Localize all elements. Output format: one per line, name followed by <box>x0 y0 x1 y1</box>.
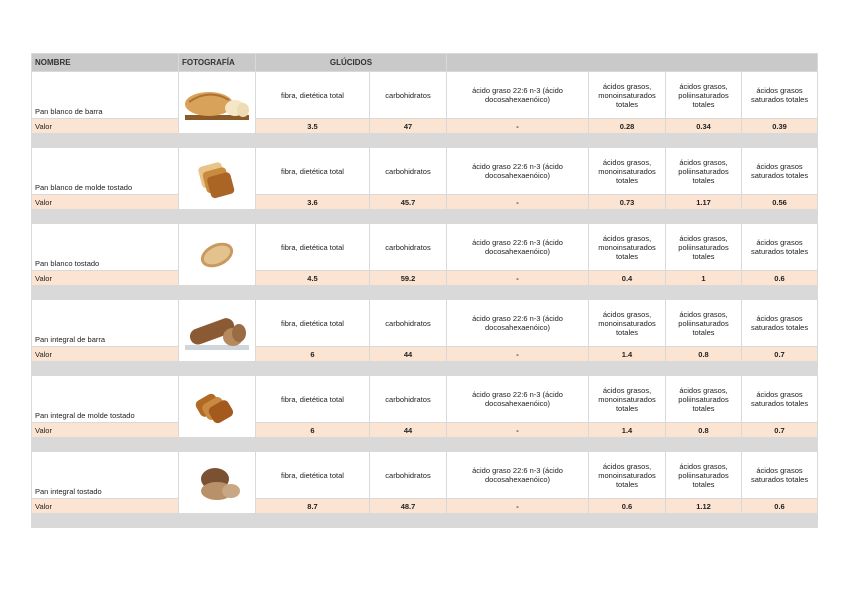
separator-row <box>32 210 818 224</box>
separator-cell <box>179 514 256 528</box>
nutrient-label-acido-graso: ácido graso 22:6 n-3 (ácido docosahexaenóico) <box>447 224 589 271</box>
nutrient-label-poli: ácidos grasos, poliinsaturados totales <box>666 72 742 119</box>
separator-cell <box>666 514 742 528</box>
food-name: Pan integral de molde tostado <box>32 376 179 423</box>
value-saturados: 0.56 <box>742 195 818 210</box>
separator-cell <box>179 362 256 376</box>
nutrition-table <box>31 53 818 528</box>
separator-cell <box>447 514 589 528</box>
value-mono: 0.4 <box>589 271 666 286</box>
sliced-toast-icon <box>181 157 253 201</box>
baguette-icon <box>181 82 253 124</box>
separator-cell <box>447 286 589 300</box>
nutrient-label-carbohidratos: carbohidratos <box>370 72 447 119</box>
value-label: Valor <box>32 271 179 286</box>
value-mono: 0.73 <box>589 195 666 210</box>
nutrient-label-carbohidratos: carbohidratos <box>370 376 447 423</box>
food-name: Pan blanco de molde tostado <box>32 148 179 195</box>
value-fibra: 6 <box>256 347 370 362</box>
nutrient-label-mono: ácidos grasos, monoinsaturados totales <box>589 376 666 423</box>
item-label-row <box>32 300 818 347</box>
separator-cell <box>447 134 589 148</box>
separator-cell <box>256 286 370 300</box>
column-header-photo: FOTOGRAFÍA <box>179 54 256 72</box>
separator-cell <box>742 362 818 376</box>
food-name: Pan integral de barra <box>32 300 179 347</box>
column-header-name: NOMBRE <box>32 54 179 72</box>
separator-cell <box>256 210 370 224</box>
item-label-row <box>32 452 818 499</box>
value-fibra: 3.5 <box>256 119 370 134</box>
nutrient-label-poli: ácidos grasos, poliinsaturados totales <box>666 452 742 499</box>
separator-cell <box>447 210 589 224</box>
separator-cell <box>32 514 179 528</box>
separator-cell <box>666 134 742 148</box>
food-photo <box>179 72 256 134</box>
nutrient-label-acido-graso: ácido graso 22:6 n-3 (ácido docosahexaenóico) <box>447 376 589 423</box>
separator-cell <box>589 438 666 452</box>
value-saturados: 0.7 <box>742 347 818 362</box>
food-name: Pan blanco tostado <box>32 224 179 271</box>
value-saturados: 0.6 <box>742 271 818 286</box>
value-poli: 0.34 <box>666 119 742 134</box>
value-fibra: 4.5 <box>256 271 370 286</box>
nutrient-label-saturados: ácidos grasos saturados totales <box>742 376 818 423</box>
value-acido-graso: - <box>447 499 589 514</box>
separator-cell <box>32 362 179 376</box>
item-value-row <box>32 499 818 514</box>
separator-cell <box>32 134 179 148</box>
separator-cell <box>179 286 256 300</box>
separator-cell <box>256 514 370 528</box>
item-value-row <box>32 271 818 286</box>
separator-cell <box>370 362 447 376</box>
value-acido-graso: - <box>447 195 589 210</box>
value-label: Valor <box>32 195 179 210</box>
nutrient-label-carbohidratos: carbohidratos <box>370 452 447 499</box>
separator-cell <box>370 286 447 300</box>
value-label: Valor <box>32 347 179 362</box>
separator-cell <box>447 438 589 452</box>
nutrient-label-carbohidratos: carbohidratos <box>370 148 447 195</box>
value-carbohidratos: 44 <box>370 347 447 362</box>
value-acido-graso: - <box>447 271 589 286</box>
separator-cell <box>256 438 370 452</box>
separator-cell <box>742 286 818 300</box>
value-carbohidratos: 44 <box>370 423 447 438</box>
value-mono: 0.28 <box>589 119 666 134</box>
separator-cell <box>32 286 179 300</box>
separator-cell <box>666 362 742 376</box>
nutrient-label-fibra: fibra, dietética total <box>256 300 370 347</box>
nutrient-label-saturados: ácidos grasos saturados totales <box>742 452 818 499</box>
separator-cell <box>370 210 447 224</box>
separator-cell <box>179 210 256 224</box>
nutrient-label-poli: ácidos grasos, poliinsaturados totales <box>666 300 742 347</box>
wholegrain-loaf-icon <box>181 309 253 353</box>
separator-cell <box>256 134 370 148</box>
separator-cell <box>256 362 370 376</box>
nutrient-label-poli: ácidos grasos, poliinsaturados totales <box>666 224 742 271</box>
nutrient-label-carbohidratos: carbohidratos <box>370 300 447 347</box>
value-label: Valor <box>32 499 179 514</box>
separator-cell <box>370 438 447 452</box>
separator-cell <box>32 438 179 452</box>
value-fibra: 8.7 <box>256 499 370 514</box>
food-photo <box>179 300 256 362</box>
value-acido-graso: - <box>447 119 589 134</box>
separator-cell <box>666 210 742 224</box>
value-acido-graso: - <box>447 347 589 362</box>
value-acido-graso: - <box>447 423 589 438</box>
separator-cell <box>32 210 179 224</box>
value-poli: 0.8 <box>666 347 742 362</box>
nutrient-label-mono: ácidos grasos, monoinsaturados totales <box>589 300 666 347</box>
toast-slice-icon <box>181 233 253 277</box>
wholegrain-roll-icon <box>181 461 253 505</box>
value-fibra: 3.6 <box>256 195 370 210</box>
nutrient-label-saturados: ácidos grasos saturados totales <box>742 300 818 347</box>
separator-cell <box>589 210 666 224</box>
separator-cell <box>179 134 256 148</box>
value-carbohidratos: 47 <box>370 119 447 134</box>
item-label-row <box>32 72 818 119</box>
separator-row <box>32 514 818 528</box>
value-saturados: 0.39 <box>742 119 818 134</box>
nutrient-label-fibra: fibra, dietética total <box>256 376 370 423</box>
food-name: Pan integral tostado <box>32 452 179 499</box>
nutrient-label-fibra: fibra, dietética total <box>256 452 370 499</box>
separator-cell <box>742 134 818 148</box>
separator-cell <box>742 210 818 224</box>
food-photo <box>179 376 256 438</box>
separator-cell <box>179 438 256 452</box>
separator-cell <box>370 514 447 528</box>
nutrient-label-acido-graso: ácido graso 22:6 n-3 (ácido docosahexaenóico) <box>447 300 589 347</box>
item-value-row <box>32 347 818 362</box>
nutrient-label-fibra: fibra, dietética total <box>256 72 370 119</box>
item-value-row <box>32 423 818 438</box>
nutrient-label-saturados: ácidos grasos saturados totales <box>742 72 818 119</box>
header-row <box>32 54 818 72</box>
food-photo <box>179 148 256 210</box>
value-mono: 1.4 <box>589 423 666 438</box>
wholegrain-toast-icon <box>181 384 253 430</box>
separator-cell <box>742 514 818 528</box>
nutrient-label-mono: ácidos grasos, monoinsaturados totales <box>589 452 666 499</box>
nutrient-label-carbohidratos: carbohidratos <box>370 224 447 271</box>
value-carbohidratos: 48.7 <box>370 499 447 514</box>
value-saturados: 0.7 <box>742 423 818 438</box>
nutrient-label-poli: ácidos grasos, poliinsaturados totales <box>666 376 742 423</box>
item-value-row <box>32 195 818 210</box>
separator-cell <box>589 134 666 148</box>
separator-cell <box>447 362 589 376</box>
nutrient-label-poli: ácidos grasos, poliinsaturados totales <box>666 148 742 195</box>
food-name: Pan blanco de barra <box>32 72 179 119</box>
separator-row <box>32 362 818 376</box>
nutrient-label-fibra: fibra, dietética total <box>256 224 370 271</box>
column-header-glucidos: GLÚCIDOS <box>256 54 447 72</box>
item-value-row <box>32 119 818 134</box>
value-mono: 0.6 <box>589 499 666 514</box>
nutrient-label-mono: ácidos grasos, monoinsaturados totales <box>589 72 666 119</box>
value-carbohidratos: 45.7 <box>370 195 447 210</box>
separator-row <box>32 134 818 148</box>
nutrient-label-fibra: fibra, dietética total <box>256 148 370 195</box>
value-fibra: 6 <box>256 423 370 438</box>
nutrient-label-mono: ácidos grasos, monoinsaturados totales <box>589 224 666 271</box>
value-mono: 1.4 <box>589 347 666 362</box>
value-poli: 1.12 <box>666 499 742 514</box>
separator-cell <box>666 286 742 300</box>
food-photo <box>179 452 256 514</box>
separator-cell <box>589 514 666 528</box>
separator-cell <box>589 286 666 300</box>
item-label-row <box>32 376 818 423</box>
value-carbohidratos: 59.2 <box>370 271 447 286</box>
value-poli: 1 <box>666 271 742 286</box>
separator-row <box>32 438 818 452</box>
nutrient-label-saturados: ácidos grasos saturados totales <box>742 224 818 271</box>
separator-cell <box>589 362 666 376</box>
food-photo <box>179 224 256 286</box>
separator-cell <box>742 438 818 452</box>
nutrient-label-acido-graso: ácido graso 22:6 n-3 (ácido docosahexaenóico) <box>447 148 589 195</box>
value-label: Valor <box>32 119 179 134</box>
value-poli: 0.8 <box>666 423 742 438</box>
item-label-row <box>32 148 818 195</box>
separator-cell <box>666 438 742 452</box>
nutrient-label-saturados: ácidos grasos saturados totales <box>742 148 818 195</box>
nutrient-label-mono: ácidos grasos, monoinsaturados totales <box>589 148 666 195</box>
value-label: Valor <box>32 423 179 438</box>
separator-row <box>32 286 818 300</box>
item-label-row <box>32 224 818 271</box>
value-saturados: 0.6 <box>742 499 818 514</box>
separator-cell <box>370 134 447 148</box>
value-poli: 1.17 <box>666 195 742 210</box>
nutrient-label-acido-graso: ácido graso 22:6 n-3 (ácido docosahexaenóico) <box>447 72 589 119</box>
column-header-blank <box>447 54 818 72</box>
nutrient-label-acido-graso: ácido graso 22:6 n-3 (ácido docosahexaenóico) <box>447 452 589 499</box>
